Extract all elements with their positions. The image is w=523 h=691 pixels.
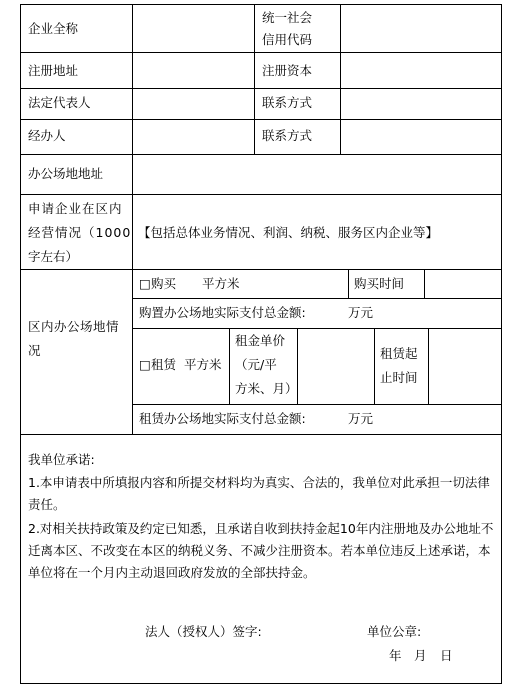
row-divider: [132, 404, 502, 405]
column-divider: [428, 328, 429, 404]
office-situation-label: 区内办公场地情: [28, 319, 120, 334]
legal-rep-contact-field[interactable]: [342, 90, 500, 118]
rent-price-label: 租金单价: [235, 333, 286, 348]
lease-total-label: 租赁办公场地实际支付总金额:: [139, 411, 306, 426]
contact-label: 联系方式: [262, 128, 313, 143]
office-situation-label: 况: [28, 343, 41, 358]
row-divider: [132, 298, 502, 299]
rent-price-label: （元/平: [235, 357, 277, 372]
lease-checkbox[interactable]: □: [139, 357, 151, 372]
row-divider: [20, 88, 502, 89]
signature-label: 法人（授权人）签字:: [145, 624, 262, 639]
date-month: 月: [414, 648, 427, 663]
lease-total-unit: 万元: [348, 411, 374, 426]
handler-contact-field[interactable]: [342, 121, 500, 153]
purchase-total-label: 购置办公场地实际支付总金额:: [139, 305, 306, 320]
registered-capital-field[interactable]: [342, 54, 500, 87]
pledge-title: 我单位承诺:: [28, 452, 95, 467]
pledge-item-1: 1.本申请表中所填报内容和所提交材料均为真实、合法的，我单位对此承担一切法律责任。: [28, 475, 490, 512]
pledge-item-2: 2.对相关扶持政策及约定已知悉，且承诺自收到扶持金起10年内注册地及办公地址不迁离本区、不改变在本区的纳税义务、不减少注册资本。若本单位违反上述承诺，本单位将在一个月内主动退回政府发放的全部扶持金。: [28, 521, 494, 580]
purchase-time-field[interactable]: [426, 271, 500, 297]
operation-label: 申请企业在区内: [28, 201, 123, 216]
date-day: 日: [440, 648, 453, 663]
company-name-field[interactable]: [134, 6, 252, 51]
office-address-label: 办公场地地址: [28, 166, 104, 181]
date-year: 年: [389, 648, 402, 663]
purchase-label: 购买: [151, 276, 177, 291]
registered-address-field[interactable]: [134, 54, 252, 87]
operation-label: 字左右）: [28, 249, 79, 264]
operation-label: 经营情况（1000: [28, 225, 132, 240]
row-divider: [132, 328, 502, 329]
contact-label: 联系方式: [262, 95, 313, 110]
column-divider: [132, 4, 133, 154]
column-divider: [229, 328, 230, 404]
column-divider: [374, 328, 375, 404]
company-name-label: 企业全称: [28, 21, 79, 36]
purchase-total-unit: 万元: [348, 305, 374, 320]
lease-label: 租赁: [151, 357, 177, 372]
lease-area-unit: 平方米: [184, 357, 222, 372]
row-divider: [20, 194, 502, 195]
row-divider: [20, 119, 502, 120]
handler-field[interactable]: [134, 121, 252, 153]
handler-label: 经办人: [28, 128, 66, 143]
legal-representative-field[interactable]: [134, 90, 252, 118]
office-address-field[interactable]: [134, 156, 500, 193]
row-divider: [20, 434, 502, 435]
column-divider: [254, 4, 255, 154]
lease-period-label: 租赁起: [380, 346, 418, 361]
registered-address-label: 注册地址: [28, 63, 79, 78]
credit-code-label: 统一社会: [262, 10, 313, 25]
credit-code-label: 信用代码: [262, 32, 313, 47]
purchase-area-unit: 平方米: [202, 276, 240, 291]
row-divider: [20, 52, 502, 53]
lease-period-label: 止时间: [380, 370, 418, 385]
column-divider: [424, 269, 425, 298]
registered-capital-label: 注册资本: [262, 63, 313, 78]
credit-code-field[interactable]: [342, 6, 500, 51]
lease-period-field[interactable]: [430, 330, 500, 403]
row-divider: [20, 269, 502, 270]
rent-price-field[interactable]: [299, 330, 373, 403]
purchase-checkbox[interactable]: □: [139, 276, 151, 291]
legal-representative-label: 法定代表人: [28, 95, 91, 110]
column-divider: [348, 269, 349, 298]
operation-hint[interactable]: 【包括总体业务情况、利润、纳税、服务区内企业等】: [138, 225, 439, 240]
purchase-time-label: 购买时间: [354, 276, 405, 291]
rent-price-label: 方米、月）: [235, 381, 298, 396]
column-divider: [340, 4, 341, 154]
row-divider: [20, 154, 502, 155]
column-divider: [132, 154, 133, 434]
seal-label: 单位公章:: [367, 624, 422, 639]
